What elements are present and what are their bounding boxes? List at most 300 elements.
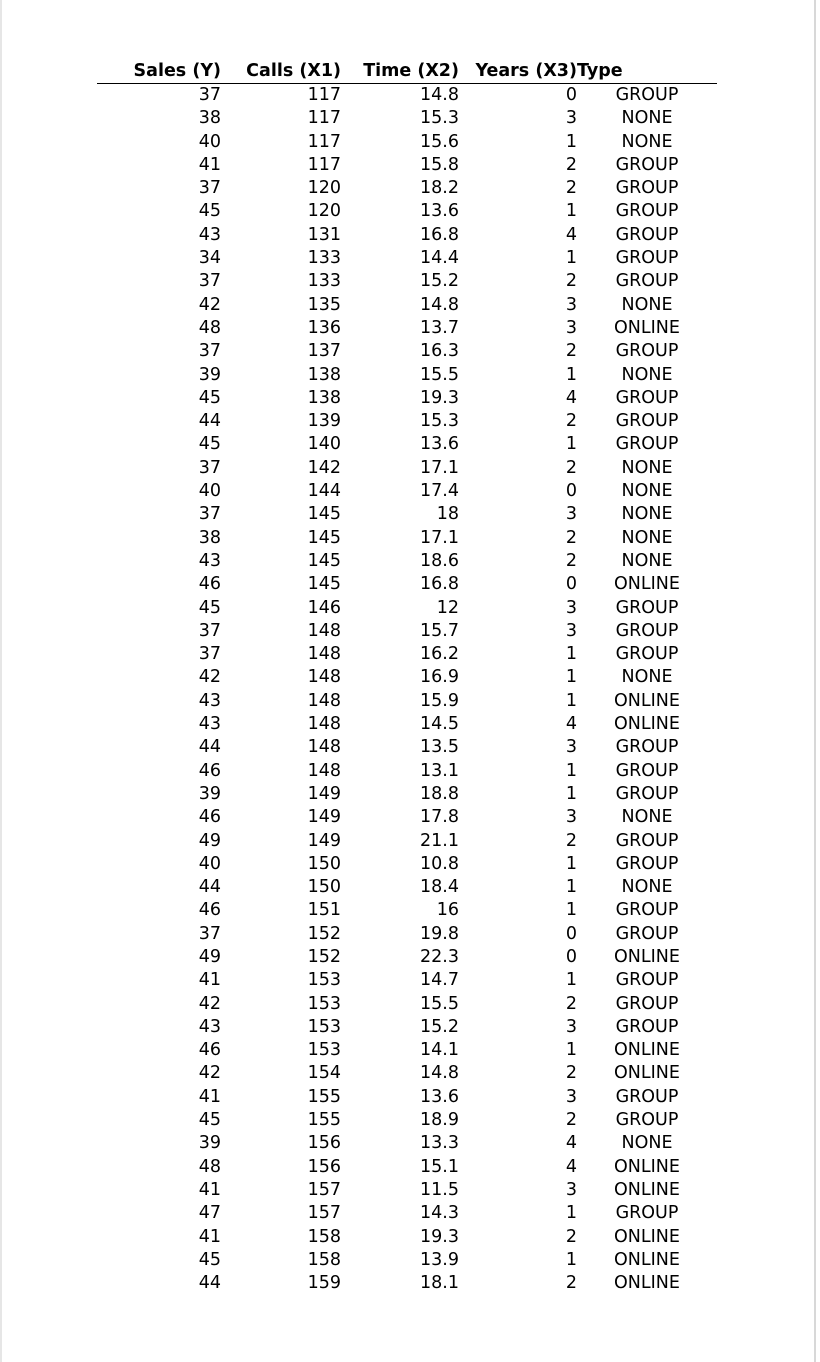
calls-cell: 148 <box>307 644 341 665</box>
calls-cell: 153 <box>307 1040 341 1061</box>
type-cell: GROUP <box>615 271 679 292</box>
type-cell: ONLINE <box>614 317 680 338</box>
sales-cell: 38 <box>198 108 221 129</box>
type-cell: GROUP <box>615 620 679 641</box>
years-cell: 4 <box>565 1156 577 1177</box>
header-row <box>97 60 717 84</box>
sales-cell: 40 <box>198 853 221 874</box>
sales-data-table <box>97 60 717 1295</box>
table-row <box>97 736 717 759</box>
years-cell: 2 <box>565 178 577 199</box>
type-cell: GROUP <box>615 597 679 618</box>
calls-cell: 146 <box>307 597 341 618</box>
calls-cell: 145 <box>307 574 341 595</box>
sales-cell: 37 <box>198 457 221 478</box>
calls-cell: 148 <box>307 620 341 641</box>
time-cell: 15.5 <box>420 993 459 1014</box>
calls-cell: 154 <box>307 1063 341 1084</box>
header-time: Time (X2) <box>341 60 459 84</box>
time-cell: 16.3 <box>420 341 459 362</box>
years-cell: 1 <box>565 1203 577 1224</box>
years-cell: 0 <box>565 946 577 967</box>
calls-cell: 133 <box>307 248 341 269</box>
time-cell: 14.5 <box>420 714 459 735</box>
years-cell: 1 <box>565 248 577 269</box>
sales-cell: 46 <box>198 807 221 828</box>
calls-cell: 149 <box>307 830 341 851</box>
header-calls: Calls (X1) <box>221 60 341 84</box>
table-row <box>97 1132 717 1155</box>
years-cell: 3 <box>565 620 577 641</box>
table-row <box>97 666 717 689</box>
years-cell: 3 <box>565 108 577 129</box>
calls-cell: 149 <box>307 783 341 804</box>
type-cell: GROUP <box>615 224 679 245</box>
table-row <box>97 853 717 876</box>
table-row <box>97 946 717 969</box>
years-cell: 2 <box>565 1226 577 1247</box>
calls-cell: 159 <box>307 1273 341 1294</box>
type-cell: ONLINE <box>614 1040 680 1061</box>
time-cell: 15.2 <box>420 271 459 292</box>
calls-cell: 157 <box>307 1203 341 1224</box>
years-cell: 2 <box>565 527 577 548</box>
sales-cell: 45 <box>198 1249 221 1270</box>
calls-cell: 138 <box>307 364 341 385</box>
sales-cell: 45 <box>198 597 221 618</box>
page-left-edge <box>0 0 2 1362</box>
time-cell: 15.1 <box>420 1156 459 1177</box>
time-cell: 18.9 <box>420 1110 459 1131</box>
calls-cell: 117 <box>307 85 341 105</box>
calls-cell: 158 <box>307 1226 341 1247</box>
time-cell: 18.6 <box>420 550 459 571</box>
years-cell: 3 <box>565 1086 577 1107</box>
time-cell: 10.8 <box>420 853 459 874</box>
calls-cell: 148 <box>307 667 341 688</box>
time-cell: 18.1 <box>420 1273 459 1294</box>
calls-cell: 148 <box>307 737 341 758</box>
years-cell: 4 <box>565 224 577 245</box>
sales-cell: 43 <box>198 1016 221 1037</box>
calls-cell: 145 <box>307 550 341 571</box>
time-cell: 13.6 <box>420 434 459 455</box>
table-row <box>97 1016 717 1039</box>
table-row <box>97 830 717 853</box>
calls-cell: 151 <box>307 900 341 921</box>
type-cell: GROUP <box>615 970 679 991</box>
time-cell: 15.6 <box>420 131 459 152</box>
sales-cell: 34 <box>198 248 221 269</box>
table-row <box>97 1039 717 1062</box>
type-cell: ONLINE <box>614 1226 680 1247</box>
table-row <box>97 1179 717 1202</box>
type-cell: GROUP <box>615 1086 679 1107</box>
time-cell: 16.8 <box>420 224 459 245</box>
type-cell: NONE <box>621 807 673 828</box>
years-cell: 4 <box>565 1133 577 1154</box>
time-cell: 13.6 <box>420 1086 459 1107</box>
table-row <box>97 783 717 806</box>
time-cell: 15.9 <box>420 690 459 711</box>
time-cell: 16 <box>436 900 459 921</box>
sales-cell: 37 <box>198 504 221 525</box>
calls-cell: 153 <box>307 993 341 1014</box>
time-cell: 17.1 <box>420 527 459 548</box>
type-cell: ONLINE <box>614 714 680 735</box>
years-cell: 1 <box>565 970 577 991</box>
type-cell: GROUP <box>615 248 679 269</box>
type-cell: GROUP <box>615 154 679 175</box>
calls-cell: 131 <box>307 224 341 245</box>
years-cell: 2 <box>565 154 577 175</box>
sales-cell: 39 <box>198 364 221 385</box>
type-cell: ONLINE <box>614 1156 680 1177</box>
time-cell: 15.8 <box>420 154 459 175</box>
type-cell: ONLINE <box>614 1179 680 1200</box>
table-row <box>97 713 717 736</box>
type-cell: ONLINE <box>614 946 680 967</box>
type-cell: NONE <box>621 550 673 571</box>
calls-cell: 157 <box>307 1179 341 1200</box>
table-row <box>97 177 717 200</box>
time-cell: 15.5 <box>420 364 459 385</box>
time-cell: 16.2 <box>420 644 459 665</box>
sales-cell: 43 <box>198 224 221 245</box>
years-cell: 3 <box>565 597 577 618</box>
type-cell: GROUP <box>615 830 679 851</box>
type-cell: NONE <box>621 481 673 502</box>
table-row <box>97 597 717 620</box>
type-cell: NONE <box>621 1133 673 1154</box>
table-row <box>97 643 717 666</box>
years-cell: 3 <box>565 294 577 315</box>
time-cell: 13.5 <box>420 737 459 758</box>
sales-cell: 43 <box>198 714 221 735</box>
table-row <box>97 410 717 433</box>
time-cell: 16.8 <box>420 574 459 595</box>
calls-cell: 137 <box>307 341 341 362</box>
type-cell: NONE <box>621 877 673 898</box>
calls-cell: 156 <box>307 1156 341 1177</box>
sales-cell: 44 <box>198 1273 221 1294</box>
years-cell: 2 <box>565 993 577 1014</box>
table-row <box>97 1226 717 1249</box>
type-cell: NONE <box>621 294 673 315</box>
sales-cell: 49 <box>198 830 221 851</box>
type-cell: GROUP <box>615 900 679 921</box>
years-cell: 1 <box>565 434 577 455</box>
calls-cell: 152 <box>307 923 341 944</box>
type-cell: NONE <box>621 131 673 152</box>
years-cell: 0 <box>565 923 577 944</box>
calls-cell: 120 <box>307 178 341 199</box>
sales-cell: 42 <box>198 993 221 1014</box>
calls-cell: 117 <box>307 131 341 152</box>
time-cell: 18.4 <box>420 877 459 898</box>
time-cell: 16.9 <box>420 667 459 688</box>
type-cell: ONLINE <box>614 690 680 711</box>
type-cell: GROUP <box>615 737 679 758</box>
time-cell: 15.3 <box>420 108 459 129</box>
table-row <box>97 433 717 456</box>
sales-cell: 43 <box>198 550 221 571</box>
calls-cell: 136 <box>307 317 341 338</box>
time-cell: 18.2 <box>420 178 459 199</box>
calls-cell: 152 <box>307 946 341 967</box>
sales-cell: 46 <box>198 900 221 921</box>
table-row <box>97 550 717 573</box>
type-cell: ONLINE <box>614 1273 680 1294</box>
sales-cell: 38 <box>198 527 221 548</box>
time-cell: 18.8 <box>420 783 459 804</box>
sales-cell: 37 <box>198 271 221 292</box>
time-cell: 14.7 <box>420 970 459 991</box>
calls-cell: 117 <box>307 154 341 175</box>
calls-cell: 139 <box>307 411 341 432</box>
time-cell: 13.3 <box>420 1133 459 1154</box>
time-cell: 19.3 <box>420 387 459 408</box>
years-cell: 1 <box>565 131 577 152</box>
years-cell: 2 <box>565 271 577 292</box>
header-sales: Sales (Y) <box>97 60 221 84</box>
table-row <box>97 107 717 130</box>
years-cell: 2 <box>565 1273 577 1294</box>
time-cell: 13.9 <box>420 1249 459 1270</box>
type-cell: NONE <box>621 364 673 385</box>
header-type: Type <box>577 60 717 84</box>
years-cell: 1 <box>565 1249 577 1270</box>
time-cell: 19.8 <box>420 923 459 944</box>
time-cell: 15.7 <box>420 620 459 641</box>
type-cell: GROUP <box>615 387 679 408</box>
type-cell: GROUP <box>615 1016 679 1037</box>
sales-cell: 37 <box>198 620 221 641</box>
calls-cell: 150 <box>307 877 341 898</box>
time-cell: 22.3 <box>420 946 459 967</box>
sales-cell: 37 <box>198 178 221 199</box>
type-cell: NONE <box>621 527 673 548</box>
type-cell: GROUP <box>615 1110 679 1131</box>
table-row <box>97 923 717 946</box>
years-cell: 1 <box>565 1040 577 1061</box>
years-cell: 3 <box>565 807 577 828</box>
sales-cell: 45 <box>198 387 221 408</box>
type-cell: NONE <box>621 504 673 525</box>
sales-cell: 37 <box>198 85 221 105</box>
years-cell: 2 <box>565 830 577 851</box>
years-cell: 1 <box>565 853 577 874</box>
calls-cell: 153 <box>307 1016 341 1037</box>
time-cell: 12 <box>436 597 459 618</box>
sales-cell: 42 <box>198 667 221 688</box>
sales-cell: 45 <box>198 201 221 222</box>
sales-cell: 39 <box>198 783 221 804</box>
type-cell: GROUP <box>615 341 679 362</box>
calls-cell: 135 <box>307 294 341 315</box>
sales-cell: 47 <box>198 1203 221 1224</box>
time-cell: 18 <box>436 504 459 525</box>
time-cell: 15.2 <box>420 1016 459 1037</box>
years-cell: 1 <box>565 201 577 222</box>
sales-cell: 45 <box>198 434 221 455</box>
sales-cell: 44 <box>198 737 221 758</box>
years-cell: 3 <box>565 1179 577 1200</box>
time-cell: 15.3 <box>420 411 459 432</box>
years-cell: 3 <box>565 737 577 758</box>
type-cell: GROUP <box>615 201 679 222</box>
header-years: Years (X3) <box>459 60 577 84</box>
type-cell: GROUP <box>615 993 679 1014</box>
sales-cell: 40 <box>198 481 221 502</box>
time-cell: 13.1 <box>420 760 459 781</box>
type-cell: NONE <box>621 457 673 478</box>
sales-cell: 44 <box>198 877 221 898</box>
table-row <box>97 1202 717 1225</box>
years-cell: 1 <box>565 364 577 385</box>
years-cell: 2 <box>565 1110 577 1131</box>
table-row <box>97 294 717 317</box>
sales-cell: 40 <box>198 131 221 152</box>
sales-cell: 42 <box>198 1063 221 1084</box>
time-cell: 21.1 <box>420 830 459 851</box>
time-cell: 11.5 <box>420 1179 459 1200</box>
table-row <box>97 224 717 247</box>
years-cell: 2 <box>565 1063 577 1084</box>
type-cell: ONLINE <box>614 574 680 595</box>
calls-cell: 148 <box>307 690 341 711</box>
type-cell: ONLINE <box>614 1249 680 1270</box>
type-cell: GROUP <box>615 760 679 781</box>
sales-cell: 41 <box>198 1086 221 1107</box>
sales-cell: 48 <box>198 317 221 338</box>
table-row <box>97 457 717 480</box>
years-cell: 1 <box>565 783 577 804</box>
years-cell: 0 <box>565 574 577 595</box>
table-row <box>97 1249 717 1272</box>
type-cell: GROUP <box>615 783 679 804</box>
calls-cell: 156 <box>307 1133 341 1154</box>
time-cell: 17.8 <box>420 807 459 828</box>
calls-cell: 158 <box>307 1249 341 1270</box>
calls-cell: 153 <box>307 970 341 991</box>
table-row <box>97 154 717 177</box>
type-cell: ONLINE <box>614 1063 680 1084</box>
sales-cell: 39 <box>198 1133 221 1154</box>
sales-cell: 41 <box>198 1179 221 1200</box>
years-cell: 4 <box>565 387 577 408</box>
table-row <box>97 690 717 713</box>
time-cell: 13.7 <box>420 317 459 338</box>
time-cell: 13.6 <box>420 201 459 222</box>
table-row <box>97 1156 717 1179</box>
sales-cell: 41 <box>198 970 221 991</box>
time-cell: 14.4 <box>420 248 459 269</box>
table-row <box>97 247 717 270</box>
table-row <box>97 84 717 108</box>
table-row <box>97 969 717 992</box>
sales-cell: 46 <box>198 760 221 781</box>
time-cell: 19.3 <box>420 1226 459 1247</box>
time-cell: 17.1 <box>420 457 459 478</box>
table-row <box>97 806 717 829</box>
years-cell: 1 <box>565 877 577 898</box>
sales-cell: 48 <box>198 1156 221 1177</box>
time-cell: 14.3 <box>420 1203 459 1224</box>
calls-cell: 144 <box>307 481 341 502</box>
table-row <box>97 364 717 387</box>
calls-cell: 140 <box>307 434 341 455</box>
calls-cell: 150 <box>307 853 341 874</box>
sales-cell: 37 <box>198 341 221 362</box>
table-row <box>97 270 717 293</box>
table-row <box>97 573 717 596</box>
table-row <box>97 1109 717 1132</box>
years-cell: 2 <box>565 341 577 362</box>
calls-cell: 148 <box>307 760 341 781</box>
calls-cell: 142 <box>307 457 341 478</box>
sales-cell: 41 <box>198 154 221 175</box>
type-cell: NONE <box>621 108 673 129</box>
calls-cell: 138 <box>307 387 341 408</box>
type-cell: GROUP <box>615 178 679 199</box>
years-cell: 1 <box>565 690 577 711</box>
table-header <box>97 60 717 84</box>
table-row <box>97 993 717 1016</box>
years-cell: 2 <box>565 457 577 478</box>
table-row <box>97 1062 717 1085</box>
table-row <box>97 340 717 363</box>
table-row <box>97 200 717 223</box>
sales-cell: 42 <box>198 294 221 315</box>
time-cell: 14.1 <box>420 1040 459 1061</box>
table-row <box>97 480 717 503</box>
table-row <box>97 131 717 154</box>
table-row <box>97 876 717 899</box>
years-cell: 3 <box>565 1016 577 1037</box>
sales-cell: 43 <box>198 690 221 711</box>
years-cell: 3 <box>565 317 577 338</box>
years-cell: 2 <box>565 550 577 571</box>
sales-cell: 37 <box>198 923 221 944</box>
table-row <box>97 620 717 643</box>
calls-cell: 148 <box>307 714 341 735</box>
sales-cell: 46 <box>198 1040 221 1061</box>
table-row <box>97 527 717 550</box>
calls-cell: 117 <box>307 108 341 129</box>
type-cell: GROUP <box>615 411 679 432</box>
sales-cell: 37 <box>198 644 221 665</box>
time-cell: 14.8 <box>420 85 459 105</box>
years-cell: 0 <box>565 85 577 105</box>
time-cell: 14.8 <box>420 294 459 315</box>
years-cell: 1 <box>565 760 577 781</box>
table-row <box>97 899 717 922</box>
calls-cell: 149 <box>307 807 341 828</box>
table-row <box>97 1272 717 1295</box>
years-cell: 3 <box>565 504 577 525</box>
table-row <box>97 1086 717 1109</box>
calls-cell: 145 <box>307 527 341 548</box>
years-cell: 2 <box>565 411 577 432</box>
type-cell: GROUP <box>615 1203 679 1224</box>
years-cell: 1 <box>565 900 577 921</box>
years-cell: 4 <box>565 714 577 735</box>
table-row <box>97 387 717 410</box>
time-cell: 14.8 <box>420 1063 459 1084</box>
years-cell: 0 <box>565 481 577 502</box>
calls-cell: 155 <box>307 1086 341 1107</box>
